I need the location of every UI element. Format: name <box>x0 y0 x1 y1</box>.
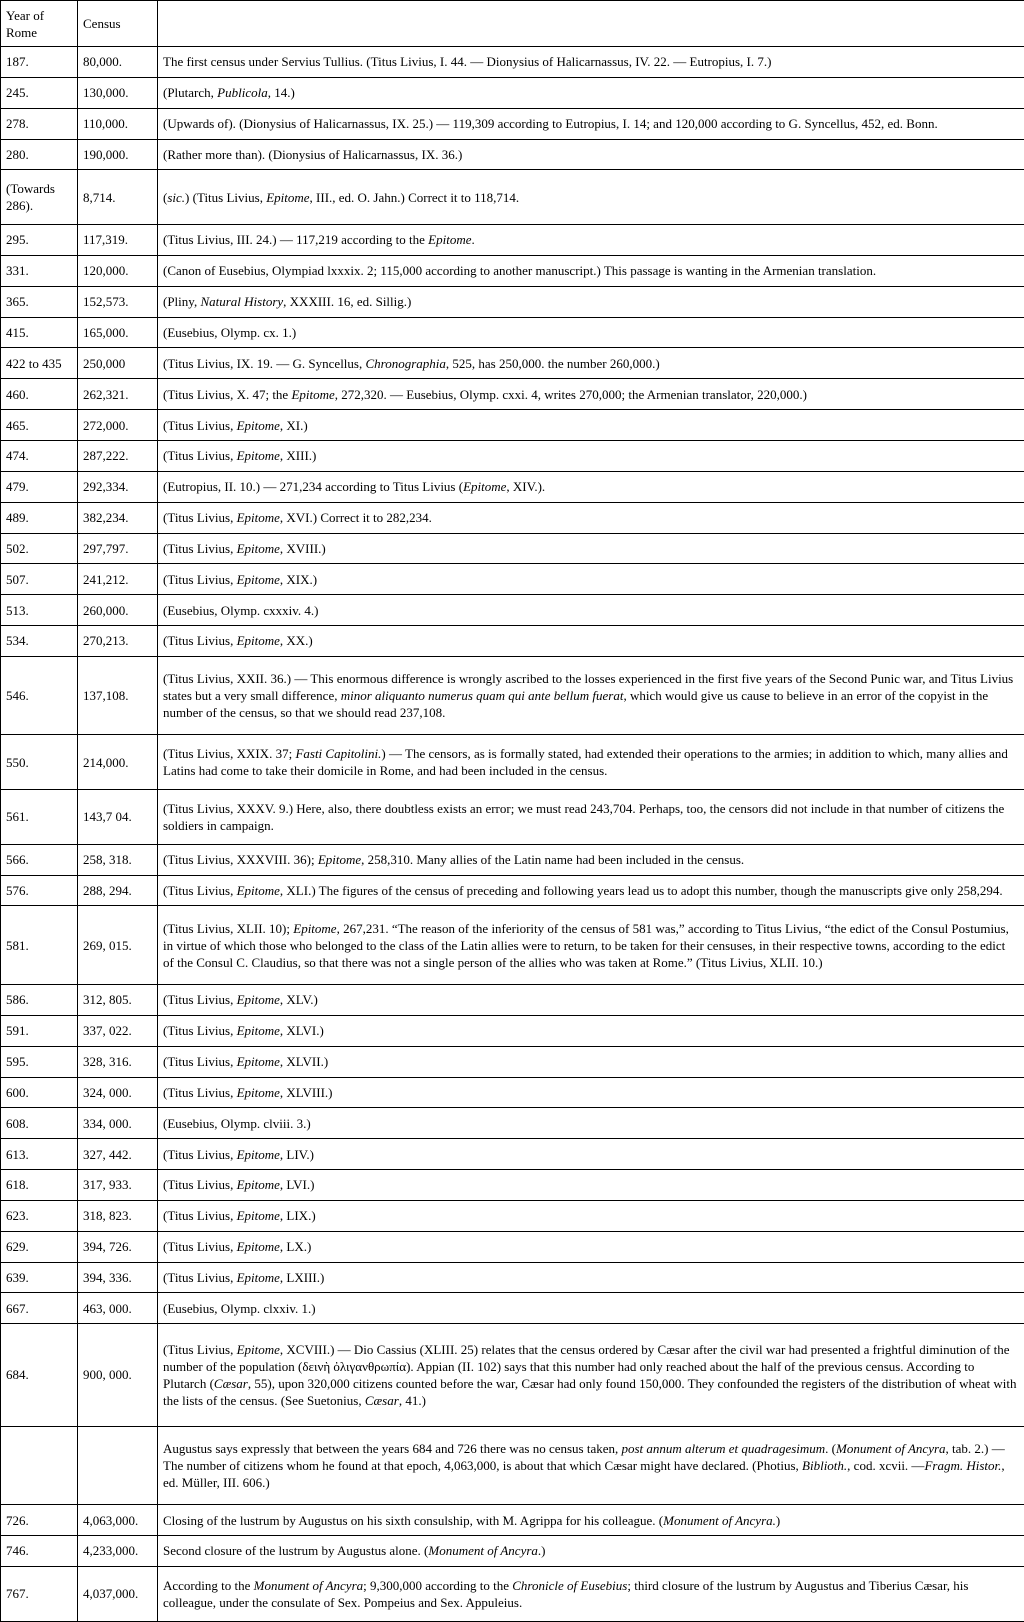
italic-segment: minor aliquanto numerus quam qui ante bellum fuerat <box>340 688 624 704</box>
text-segment: . <box>471 232 475 248</box>
text-segment: (Titus Livius, <box>163 571 237 587</box>
year-cell <box>1 1426 78 1505</box>
italic-segment: Epitome <box>266 189 310 205</box>
text-segment: ) (Titus Livius, <box>185 189 267 205</box>
text-segment: , cod. xcvii. — <box>847 1457 925 1473</box>
text-segment: (Pliny, <box>163 294 201 310</box>
year-cell: 639. <box>1 1262 78 1293</box>
italic-segment: Biblioth. <box>802 1457 848 1473</box>
census-cell: 262,321. <box>78 379 158 410</box>
italic-segment: Fragm. Histor. <box>924 1457 1002 1473</box>
italic-segment: Epitome <box>236 510 280 526</box>
census-cell: 8,714. <box>78 170 158 225</box>
text-segment: (Titus Livius, <box>163 633 237 649</box>
notes-header <box>158 1 1024 47</box>
note-cell <box>158 1262 1024 1293</box>
text-segment: The first census under Servius Tullius. (Titus Livius, I. 44. — Dionysius of Halicarnassus, IV. 22. — Eutropius, I. 7.) <box>163 54 772 70</box>
note-cell <box>158 844 1024 875</box>
text-segment: , III., ed. O. Jahn.) Correct it to 118,714. <box>309 189 520 205</box>
italic-segment: Epitome <box>236 540 280 556</box>
year-cell: 581. <box>1 906 78 985</box>
text-segment: (Titus Livius, <box>163 1146 237 1162</box>
table-row <box>1 1108 1024 1139</box>
italic-segment: Epitome <box>428 232 472 248</box>
table-row <box>1 656 1024 735</box>
note-cell <box>158 47 1024 78</box>
text-segment: , LIX.) <box>279 1208 316 1224</box>
note-cell <box>158 626 1024 657</box>
note-cell <box>158 985 1024 1016</box>
table-row <box>1 735 1024 790</box>
italic-segment: Cæsar <box>364 1392 399 1408</box>
year-cell: 507. <box>1 564 78 595</box>
note-cell <box>158 1015 1024 1046</box>
text-segment: ) — The censors, as is formally stated, had extended their operations to the armies; in addition to which, many allies and Latins had come to take their domicile in Rome, and had been included in the census. <box>163 746 1008 779</box>
text-segment: .) <box>537 1543 546 1559</box>
note-cell <box>158 170 1024 225</box>
table-row <box>1 317 1024 348</box>
table-row <box>1 790 1024 845</box>
note-cell <box>158 379 1024 410</box>
table-row <box>1 1505 1024 1536</box>
text-segment: (Titus Livius, XLII. 10); <box>163 920 294 936</box>
italic-segment: Epitome <box>236 1341 280 1357</box>
note-cell <box>158 440 1024 471</box>
italic-segment: Epitome <box>293 920 337 936</box>
text-segment: (Eusebius, Olymp. clviii. 3.) <box>163 1115 311 1131</box>
census-cell: 394, 336. <box>78 1262 158 1293</box>
text-segment: (Titus Livius, XXII. 36.) — This enormous difference is wrongly ascribed to the losses experienced in the first five years of the Second Punic war, and Titus Livius states but a very small difference, <box>163 671 1014 704</box>
year-cell: 465. <box>1 410 78 441</box>
note-cell <box>158 1536 1024 1567</box>
note-cell <box>158 225 1024 256</box>
census-cell: 260,000. <box>78 595 158 626</box>
census-cell: 324, 000. <box>78 1077 158 1108</box>
text-segment: (Eusebius, Olymp. clxxiv. 1.) <box>163 1300 316 1316</box>
italic-segment: Monument of Ancyra <box>428 1543 538 1559</box>
table-row <box>1 564 1024 595</box>
italic-segment: Epitome <box>463 479 507 495</box>
text-segment: , XLVI.) <box>279 1023 324 1039</box>
census-cell: 292,334. <box>78 471 158 502</box>
table-row <box>1 255 1024 286</box>
text-segment: , LXIII.) <box>279 1270 325 1286</box>
note-cell <box>158 1108 1024 1139</box>
year-cell: 415. <box>1 317 78 348</box>
year-cell: 474. <box>1 440 78 471</box>
note-cell <box>158 1200 1024 1231</box>
text-segment: , XI.) <box>279 417 308 433</box>
text-segment: , 267,231. “The reason of the inferiority of the census of 581 was,” according to Titus Livius, “the edict of the Consul Postumius, in virtue of which those who belonged to the class of the Latin allies were to return, to be taken for their censuses, in their respective towns, according to the edict of the Consul C. Claudius, so that there was not a single person of the allies who was taken at Rome.” (Titus Livius, XLII. 10.) <box>163 920 1009 970</box>
year-cell: 550. <box>1 735 78 790</box>
note-cell <box>158 1293 1024 1324</box>
table-row <box>1 502 1024 533</box>
table-row <box>1 108 1024 139</box>
italic-segment: Monument of Ancyra. <box>663 1512 776 1528</box>
year-cell: 280. <box>1 139 78 170</box>
note-cell <box>158 1139 1024 1170</box>
text-segment: ) <box>775 1512 781 1528</box>
census-cell: 394, 726. <box>78 1231 158 1262</box>
year-cell: 746. <box>1 1536 78 1567</box>
census-cell: 80,000. <box>78 47 158 78</box>
census-cell: 120,000. <box>78 255 158 286</box>
note-cell <box>158 1046 1024 1077</box>
table-row <box>1 1566 1024 1621</box>
italic-segment: Epitome <box>236 992 280 1008</box>
census-cell: 4,233,000. <box>78 1536 158 1567</box>
table-row <box>1 348 1024 379</box>
text-segment: (Titus Livius, <box>163 417 237 433</box>
table-row <box>1 47 1024 78</box>
year-cell: 422 to 435 <box>1 348 78 379</box>
table-row <box>1 906 1024 985</box>
census-cell: 463, 000. <box>78 1293 158 1324</box>
text-segment: (Eutropius, II. 10.) — 271,234 according to Titus Livius ( <box>163 479 464 495</box>
note-cell <box>158 595 1024 626</box>
text-segment: , XX.) <box>279 633 313 649</box>
year-cell: 629. <box>1 1231 78 1262</box>
table-row <box>1 1170 1024 1201</box>
italic-segment: Monument of Ancyra <box>836 1440 946 1456</box>
year-cell: 726. <box>1 1505 78 1536</box>
text-segment: , LVI.) <box>279 1177 315 1193</box>
text-segment: (Rather more than). (Dionysius of Halicarnassus, IX. 36.) <box>163 146 463 162</box>
census-cell: 4,063,000. <box>78 1505 158 1536</box>
note-cell <box>158 255 1024 286</box>
census-cell: 272,000. <box>78 410 158 441</box>
text-segment: , XCVIII.) — Dio Cassius (XLIII. 25) relates that the census ordered by Cæsar after the civil war had presented a frightful diminution of the number of the population (δεινὴ ὀλιγανθρωπία). Appian (II. 102) says that this number had only reached about the half of the previous census. According to Plutarch ( <box>163 1341 1010 1391</box>
census-cell: 258, 318. <box>78 844 158 875</box>
italic-segment: Epitome <box>236 1023 280 1039</box>
table-row <box>1 533 1024 564</box>
text-segment: ( <box>163 189 168 205</box>
italic-segment: Natural History <box>200 294 284 310</box>
text-segment: , XIX.) <box>279 571 318 587</box>
italic-segment: Monument of Ancyra <box>253 1577 364 1593</box>
table-row <box>1 379 1024 410</box>
year-cell: 245. <box>1 77 78 108</box>
text-segment: ; 9,300,000 according to the <box>363 1577 513 1593</box>
year-cell: 623. <box>1 1200 78 1231</box>
note-cell <box>158 1231 1024 1262</box>
census-cell: 269, 015. <box>78 906 158 985</box>
italic-segment: Epitome <box>236 1177 280 1193</box>
text-segment: (Titus Livius, IX. 19. — G. Syncellus, <box>163 355 366 371</box>
census-cell <box>78 1426 158 1505</box>
text-segment: (Titus Livius, <box>163 1208 237 1224</box>
year-cell: 489. <box>1 502 78 533</box>
text-segment: , 525, has 250,000. the number 260,000.) <box>445 355 660 371</box>
text-segment: (Upwards of). (Dionysius of Halicarnassus, IX. 25.) — 119,309 according to Eutropius, I. 14; and 120,000 according to G. Syncellus, 452, ed. Bonn. <box>163 116 938 132</box>
text-segment: (Titus Livius, XXXVIII. 36); <box>163 852 318 868</box>
text-segment: (Titus Livius, <box>163 510 237 526</box>
note-cell <box>158 1170 1024 1201</box>
italic-segment: Epitome <box>291 386 335 402</box>
year-cell: 566. <box>1 844 78 875</box>
italic-segment: Epitome <box>317 852 362 868</box>
year-cell: 278. <box>1 108 78 139</box>
table-row <box>1 626 1024 657</box>
text-segment: (Titus Livius, III. 24.) — 117,219 according to the <box>163 232 429 248</box>
year-cell: (Towards 286). <box>1 170 78 225</box>
italic-segment: Epitome <box>236 448 280 464</box>
table-row <box>1 410 1024 441</box>
text-segment: (Plutarch, <box>163 85 218 101</box>
italic-segment: Chronographia <box>365 355 446 371</box>
note-cell <box>158 656 1024 735</box>
census-cell: 152,573. <box>78 286 158 317</box>
note-cell <box>158 533 1024 564</box>
year-cell: 667. <box>1 1293 78 1324</box>
note-cell <box>158 1566 1024 1621</box>
census-cell: 137,108. <box>78 656 158 735</box>
italic-segment: Epitome <box>236 1146 280 1162</box>
text-segment: (Titus Livius, <box>163 1239 237 1255</box>
italic-segment: Epitome <box>236 1239 280 1255</box>
italic-segment: sic. <box>167 189 186 205</box>
text-segment: (Titus Livius, <box>163 1023 237 1039</box>
census-cell: 214,000. <box>78 735 158 790</box>
text-segment: . ( <box>825 1440 837 1456</box>
text-segment: (Titus Livius, <box>163 1341 237 1357</box>
italic-segment: Epitome <box>236 633 280 649</box>
census-cell: 334, 000. <box>78 1108 158 1139</box>
table-row <box>1 1200 1024 1231</box>
year-of-rome-header: Year of Rome <box>1 1 78 47</box>
text-segment: (Titus Livius, <box>163 448 237 464</box>
year-cell: 591. <box>1 1015 78 1046</box>
table-row <box>1 1293 1024 1324</box>
census-cell: 117,319. <box>78 225 158 256</box>
table-row <box>1 139 1024 170</box>
note-cell <box>158 790 1024 845</box>
table-row <box>1 844 1024 875</box>
table-row <box>1 1426 1024 1505</box>
census-cell: 165,000. <box>78 317 158 348</box>
census-cell: 317, 933. <box>78 1170 158 1201</box>
year-cell: 331. <box>1 255 78 286</box>
italic-segment: Cæsar <box>213 1375 248 1391</box>
census-cell: 288, 294. <box>78 875 158 906</box>
year-cell: 613. <box>1 1139 78 1170</box>
census-cell: 250,000 <box>78 348 158 379</box>
year-cell: 460. <box>1 379 78 410</box>
year-cell: 502. <box>1 533 78 564</box>
year-cell: 295. <box>1 225 78 256</box>
italic-segment: Epitome <box>236 1084 280 1100</box>
text-segment: , XLI.) The figures of the census of preceding and following years lead us to adopt this number, though the manuscripts give only 258,294. <box>279 883 1003 899</box>
census-cell: 318, 823. <box>78 1200 158 1231</box>
text-segment: (Canon of Eusebius, Olympiad lxxxix. 2; 115,000 according to another manuscript.) This passage is wanting in the Armenian translation. <box>163 263 877 279</box>
table-row <box>1 440 1024 471</box>
table-row <box>1 1536 1024 1567</box>
year-cell: 608. <box>1 1108 78 1139</box>
year-cell: 618. <box>1 1170 78 1201</box>
text-segment: (Eusebius, Olymp. cxxxiv. 4.) <box>163 602 319 618</box>
year-cell: 576. <box>1 875 78 906</box>
italic-segment: Epitome <box>236 1054 280 1070</box>
table-row <box>1 170 1024 225</box>
text-segment: (Titus Livius, <box>163 1084 237 1100</box>
census-cell: 143,7 04. <box>78 790 158 845</box>
year-cell: 586. <box>1 985 78 1016</box>
text-segment: , LX.) <box>279 1239 312 1255</box>
text-segment: , 14.) <box>267 85 295 101</box>
table-row <box>1 77 1024 108</box>
text-segment: (Titus Livius, XXXV. 9.) Here, also, there doubtless exists an error; we must read 243,704. Perhaps, too, the censors did not include in that number of citizens the soldiers in campaign. <box>163 800 1005 833</box>
census-cell: 382,234. <box>78 502 158 533</box>
note-cell <box>158 1077 1024 1108</box>
text-segment: (Titus Livius, <box>163 1177 237 1193</box>
note-cell <box>158 1324 1024 1426</box>
italic-segment: Epitome <box>236 417 280 433</box>
year-cell: 365. <box>1 286 78 317</box>
year-cell: 561. <box>1 790 78 845</box>
note-cell <box>158 77 1024 108</box>
note-cell <box>158 502 1024 533</box>
census-cell: 312, 805. <box>78 985 158 1016</box>
text-segment: , XLV.) <box>279 992 318 1008</box>
text-segment: (Titus Livius, <box>163 1270 237 1286</box>
year-cell: 595. <box>1 1046 78 1077</box>
text-segment: , tab. 2.) — The number of citizens whom he found at that epoch, 4,063,000, is about that which Cæsar might have declared. (Photius, <box>163 1440 1005 1473</box>
note-cell <box>158 564 1024 595</box>
text-segment: (Titus Livius, X. 47; the <box>163 386 292 402</box>
note-cell <box>158 108 1024 139</box>
table-row <box>1 471 1024 502</box>
italic-segment: Epitome <box>236 1208 280 1224</box>
census-cell: 110,000. <box>78 108 158 139</box>
census-cell: 900, 000. <box>78 1324 158 1426</box>
text-segment: , XXXIII. 16, ed. Sillig.) <box>283 294 412 310</box>
text-segment: , XIV.). <box>506 479 546 495</box>
note-cell <box>158 410 1024 441</box>
year-cell: 513. <box>1 595 78 626</box>
note-cell <box>158 286 1024 317</box>
census-cell: 297,797. <box>78 533 158 564</box>
census-cell: 328, 316. <box>78 1046 158 1077</box>
year-cell: 600. <box>1 1077 78 1108</box>
text-segment: , XVI.) Correct it to 282,234. <box>279 510 432 526</box>
note-cell <box>158 906 1024 985</box>
census-header: Census <box>78 1 158 47</box>
table-row <box>1 1324 1024 1426</box>
text-segment: , XVIII.) <box>279 540 326 556</box>
text-segment: Second closure of the lustrum by Augustus alone. ( <box>163 1543 429 1559</box>
census-cell: 190,000. <box>78 139 158 170</box>
text-segment: , XLVIII.) <box>279 1084 333 1100</box>
census-cell: 327, 442. <box>78 1139 158 1170</box>
table-row <box>1 985 1024 1016</box>
text-segment: , XIII.) <box>279 448 317 464</box>
text-segment: , 272,320. — Eusebius, Olymp. cxxi. 4, writes 270,000; the Armenian translator, 220,000.) <box>334 386 807 402</box>
year-cell: 479. <box>1 471 78 502</box>
italic-segment: Publicola <box>217 85 268 101</box>
italic-segment: post annum alterum et quadragesimum <box>621 1440 826 1456</box>
year-cell: 187. <box>1 47 78 78</box>
text-segment: Augustus says expressly that between the years 684 and 726 there was no census taken, <box>163 1440 622 1456</box>
text-segment: According to the <box>163 1577 254 1593</box>
table-row <box>1 875 1024 906</box>
text-segment: , XLVII.) <box>279 1054 329 1070</box>
note-cell <box>158 735 1024 790</box>
text-segment: Closing of the lustrum by Augustus on his sixth consulship, with M. Agrippa for his colleague. ( <box>163 1512 664 1528</box>
census-cell: 241,212. <box>78 564 158 595</box>
table-row <box>1 595 1024 626</box>
text-segment: (Eusebius, Olymp. cx. 1.) <box>163 325 297 341</box>
table-row <box>1 225 1024 256</box>
year-cell: 767. <box>1 1566 78 1621</box>
table-row <box>1 1015 1024 1046</box>
note-cell <box>158 471 1024 502</box>
text-segment: , 258,310. Many allies of the Latin name had been included in the census. <box>361 852 745 868</box>
table-row <box>1 1139 1024 1170</box>
note-cell <box>158 875 1024 906</box>
italic-segment: Epitome <box>236 883 280 899</box>
header-row <box>1 1 1024 47</box>
census-cell: 4,037,000. <box>78 1566 158 1621</box>
table-row <box>1 1046 1024 1077</box>
text-segment: (Titus Livius, <box>163 1054 237 1070</box>
text-segment: , 55), upon 320,000 citizens counted before the war, Cæsar had only found 150,000. They confounded the registers of the distribution of wheat with the lists of the census. (See Suetonius, <box>163 1375 1017 1408</box>
census-cell: 287,222. <box>78 440 158 471</box>
year-cell: 534. <box>1 626 78 657</box>
text-segment: (Titus Livius, XXIX. 37; <box>163 746 296 762</box>
text-segment: (Titus Livius, <box>163 540 237 556</box>
italic-segment: Chronicle of Eusebius <box>512 1577 628 1593</box>
text-segment: , ed. Müller, III. 606.) <box>163 1457 1005 1490</box>
text-segment: , 41.) <box>398 1392 426 1408</box>
note-cell <box>158 139 1024 170</box>
italic-segment: Epitome <box>236 571 280 587</box>
text-segment: ; third closure of the lustrum by Augustus and Tiberius Cæsar, his colleague, under the consulate of Sex. Pompeius and Sex. Appuleius. <box>163 1577 969 1610</box>
text-segment: , LIV.) <box>279 1146 314 1162</box>
census-cell: 337, 022. <box>78 1015 158 1046</box>
note-cell <box>158 1426 1024 1505</box>
italic-segment: Fasti Capitolini. <box>295 746 382 762</box>
year-cell: 684. <box>1 1324 78 1426</box>
census-cell: 130,000. <box>78 77 158 108</box>
table-row <box>1 1231 1024 1262</box>
note-cell <box>158 348 1024 379</box>
table-body <box>1 47 1024 1622</box>
text-segment: (Titus Livius, <box>163 992 237 1008</box>
note-cell <box>158 1505 1024 1536</box>
table-row <box>1 1077 1024 1108</box>
text-segment: , which would give us cause to believe in an error of the copyist in the number of the census, so that we should read 237,108. <box>163 688 989 721</box>
census-cell: 270,213. <box>78 626 158 657</box>
italic-segment: Epitome <box>236 1270 280 1286</box>
table-row <box>1 286 1024 317</box>
note-cell <box>158 317 1024 348</box>
year-cell: 546. <box>1 656 78 735</box>
text-segment: (Titus Livius, <box>163 883 237 899</box>
table-row <box>1 1262 1024 1293</box>
